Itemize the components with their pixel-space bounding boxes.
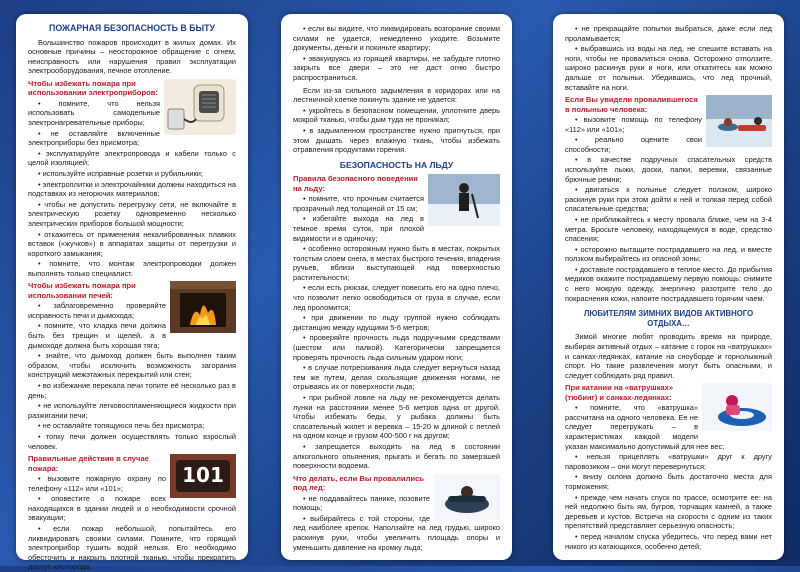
list-item: • в качестве подручных спасательных средств используйте лыжи, доски, палки, веревки, связанные брючные ремни; [565, 155, 772, 184]
section-fire-actions [28, 454, 236, 572]
list-item: • доставьте пострадавшего в теплое место. До прибытия медиков окажите пострадавшему первую помощь: снимите с него мокрую одежду, энергично разотрите тело до покраснения кожи, напоите пострадавшего горячим чаем. [565, 264, 772, 303]
fire-actions-heading: Правильные действия в случае пожара: [28, 454, 149, 473]
title-winter-recreation: ЛЮБИТЕЛЯМ ЗИМНИХ ВИДОВ АКТИВНОГО ОТДЫХА… [583, 309, 754, 328]
list-item: • вызовите пожарную охрану по телефону «112» или «101»; [28, 474, 166, 493]
list-item: • чтобы не допустить перегрузку сети, не включайте в электрическую розетку одновременно несколько электрических приборов большой мощности; [28, 199, 236, 228]
electrical-heading: Чтобы избежать пожара при использовании электроприборов: [28, 78, 158, 98]
section-ice-rules [293, 174, 500, 470]
list-item: • если пожар небольшой, попытайтесь его ликвидировать своими силами. Помните, что горящий электроприбор тушить водой нельзя. Его необходимо обесточить и накрыть плотной тканью, чтобы прекратить доступ кислорода; [28, 523, 236, 572]
list-item: • в случае потрескивания льда следует вернуться назад тем же путем, делая скользящие движения ногами, не отрываясь их от поверхности льда; [293, 363, 500, 392]
list-item: • не приближайтесь к месту провала ближе, чем на 3-4 метра. Бросьте человеку, находящемуся в воде, средство спасения; [565, 214, 772, 244]
heater-image [164, 79, 236, 135]
list-item: • при движении по льду группой нужно соблюдать дистанцию между идущими 5-6 метров; [293, 313, 500, 332]
list-item: • не оставляйте включенные электроприборы без присмотра; [28, 128, 160, 148]
list-item: • если вы видите, что ликвидировать возгорание своими силами не удается, немедленно уходите. Возьмите документы, деньги и покиньте квартиру; [293, 24, 500, 53]
list-item: • не поддавайтесь панике, позовите помощь; [293, 493, 430, 513]
list-item: • нельзя прицеплять «ватрушки» друг к другу паровозиком – они могут перевернуться; [565, 452, 772, 471]
list-item: • избегайте выхода на лед в темное время суток, при плохой видимости и в одиночку; [293, 214, 424, 243]
list-item: • помните, что монтаж электропроводки должен выполнять только специалист. [28, 259, 236, 278]
list-item: • не используйте легковоспламеняющиеся жидкости при разжигании печи; [28, 401, 236, 420]
section-rescue [565, 95, 772, 303]
panel-fire-safety [16, 14, 248, 572]
list-item: • выбирайтесь с той стороны, где лед наиболее крепок. Наползайте на лед грудью, широко раскинув руки, чтобы увеличить площадь опоры и уменьшить давление на кромку льда; [293, 513, 500, 552]
list-item: • запрещается выходить на лед в состоянии алкогольного опьянения, прыгать и бегать по замерзшей поверхности водоема. [293, 441, 500, 471]
list-item: • эксплуатируйте электропровода и кабели только с целой изоляцией; [28, 148, 236, 168]
list-item: • помните, что «ватрушка» рассчитана на одного человека. Ее не следует перегружать – в характеристиках каждой модели указан максимально допустимый для нее вес; [565, 403, 725, 451]
list-item: • не оставляйте топящуюся печь без присмотра; [38, 421, 205, 431]
list-item: • осторожно вытащите пострадавшего на лед, и вместе ползком выбирайтесь из опасной зоны; [565, 244, 772, 264]
list-item: • если есть рюкзак, следует повесить его на одно плечо, что позволит легко освободиться от груза в случае, если лед проломится; [293, 283, 500, 312]
fire-intro: Большинство пожаров происходит в жилых домах. Их основные причины – неосторожное обращение с огнем, неисправность или нарушения правил эксплуатации электрооборудования, печное отопление. [28, 37, 236, 76]
list-item: • перед началом спуска убедитесь, что перед вами нет никого из катающихся, особенно детей; [565, 531, 772, 551]
list-item: • особенно осторожным нужно быть в местах, покрытых толстым слоем снега, в местах быстрого течения, впадения ручьев, вблизи выступающей над поверхностью растительности; [293, 244, 500, 282]
ice-fisherman-image [428, 174, 500, 226]
list-item: • реально оцените свои способности; [565, 135, 702, 154]
winter-intro: Зимой многие любят проводить время на природе, выбирая активный отдых – катание с горок на «ватрушках» и санках-ледянках, катание на сноуборде и горнолыжный спорт. Но такие развлечения могут быть опасными, и следует соблюдать ряд правил. [565, 332, 772, 380]
list-item: • топку печи должен осуществлять только взрослый человек. [28, 432, 236, 451]
list-item: • откажитесь от применения некалиброванных плавких вставок («жучков») в аппаратах защиты от перегрузки и короткого замыкания; [28, 229, 236, 258]
phone-number-text: 101 [182, 463, 224, 488]
list-item: • двигаться к полынье следует ползком, широко раскинув руки при этом дойти к ней и толкая перед собой спасательные средства; [565, 185, 772, 214]
tubing-heading: При катании на «ватрушках» (тюбинг) и санках-ледянках: [565, 383, 674, 402]
list-item: • в задымленном пространстве нужно пригнуться, при этом дышать через влажную ткань, чтобы избежать отравления продуктами горения. [293, 125, 500, 155]
list-item: • прежде чем начать спуск по трассе, осмотрите ее: на ней недолжно быть ям, бугров, торчащих камней, а также деревьев и кустов. Встреча на скорости с одним из таких препятствий представляет серьезную опасность; [565, 492, 772, 531]
list-item: • укройтесь в безопасном помещении, уплотните дверь мокрой тканью, чтобы дым туда не проникал; [293, 105, 500, 125]
ice-rules-heading: Правила безопасного поведения на льду: [293, 174, 418, 193]
list-item: • во избежание перекала печи топите её несколько раз в день; [28, 381, 236, 400]
panel-ice-safety [281, 14, 512, 560]
list-item: • заблаговременно проверяйте исправность печи и дымохода; [28, 301, 166, 320]
list-item: • вызовите помощь по телефону «112» или «101»; [565, 114, 702, 134]
smoke-intro: Если из-за сильного задымления в коридорах или на лестничной клетке покинуть здание не удается: [293, 85, 500, 105]
list-item: • помните, что прочным считается прозрачный лед толщиной от 15 см; [293, 194, 424, 213]
fell-through-heading: Что делать, если Вы провалились под лед: [293, 473, 424, 493]
list-item: • не прекращайте попытки выбраться, даже если лед проламывается; [565, 24, 772, 43]
list-item: • помните, что кладка печи должна быть без трещин и щелей, а в дымоходе должна быть хорошая тяга; [28, 321, 166, 350]
fireplace-image [170, 281, 236, 333]
section-fell-through [293, 474, 500, 552]
section-stoves [28, 281, 236, 451]
section-tubing [565, 383, 772, 551]
title-ice-safety: БЕЗОПАСНОСТЬ НА ЛЬДУ [339, 159, 454, 170]
tubing-image [702, 383, 772, 431]
list-item: • электроплитки и электрочайники должны находиться на подставках из негорючих материалов; [28, 179, 236, 199]
list-item: • внизу склона должно быть достаточно места для торможения; [565, 472, 772, 491]
list-item: • проверяйте прочность льда подручными средствами (шестом или палкой). Категорически запрещается проверять прочность льда сильным ударом ноги; [293, 333, 500, 362]
list-item: • знайте, что дымоход должен быть выполнен таким образом, чтобы исключить возможность загорания конструкций межэтажных перекрытий или стен; [28, 351, 236, 380]
rescue-image [706, 95, 772, 147]
list-item: • помните, что нельзя использовать самодельные электронагревательные приборы; [28, 98, 160, 127]
phone-101-image [170, 454, 236, 498]
stoves-heading: Чтобы избежать пожара при использовании печей: [28, 281, 136, 300]
section-electrical [28, 79, 236, 279]
title-fire-safety: ПОЖАРНАЯ БЕЗОПАСНОСТЬ В БЫТУ [49, 23, 215, 33]
list-item: • эвакуируясь из горящей квартиры, не забудьте плотно закрыть все двери – это не даст огню быстро распространиться. [293, 53, 500, 82]
list-item: • при рыбной ловле на льду не рекомендуется делать лунки на расстоянии менее 5-6 метров одна от другой. Чтобы избежать беды, у рыбака должны быть спасательный жилет и веревка – 15-20 м длиной с петлей на одном конце и грузом 400-500 г на другом; [293, 393, 500, 441]
person-in-ice-image [434, 474, 500, 520]
rescue-heading: Если Вы увидели провалившегося в полынью человека: [565, 95, 698, 114]
panel-winter-recreation [553, 14, 784, 560]
list-item: • оповестите о пожаре всех находящихся в здании людей и о необходимости срочной эвакуации; [28, 494, 236, 523]
list-item: • используйте исправные розетки и рубильники; [38, 168, 203, 178]
list-item: • выбравшись из воды на лед, не спешите вставать на ноги, чтобы не провалиться снова. Осторожно отползите, широко раскинув руки и ноги, или откатитесь как можно дальше от полыньи. Убедившись, что лед прочный, вставайте на ноги. [565, 44, 772, 92]
